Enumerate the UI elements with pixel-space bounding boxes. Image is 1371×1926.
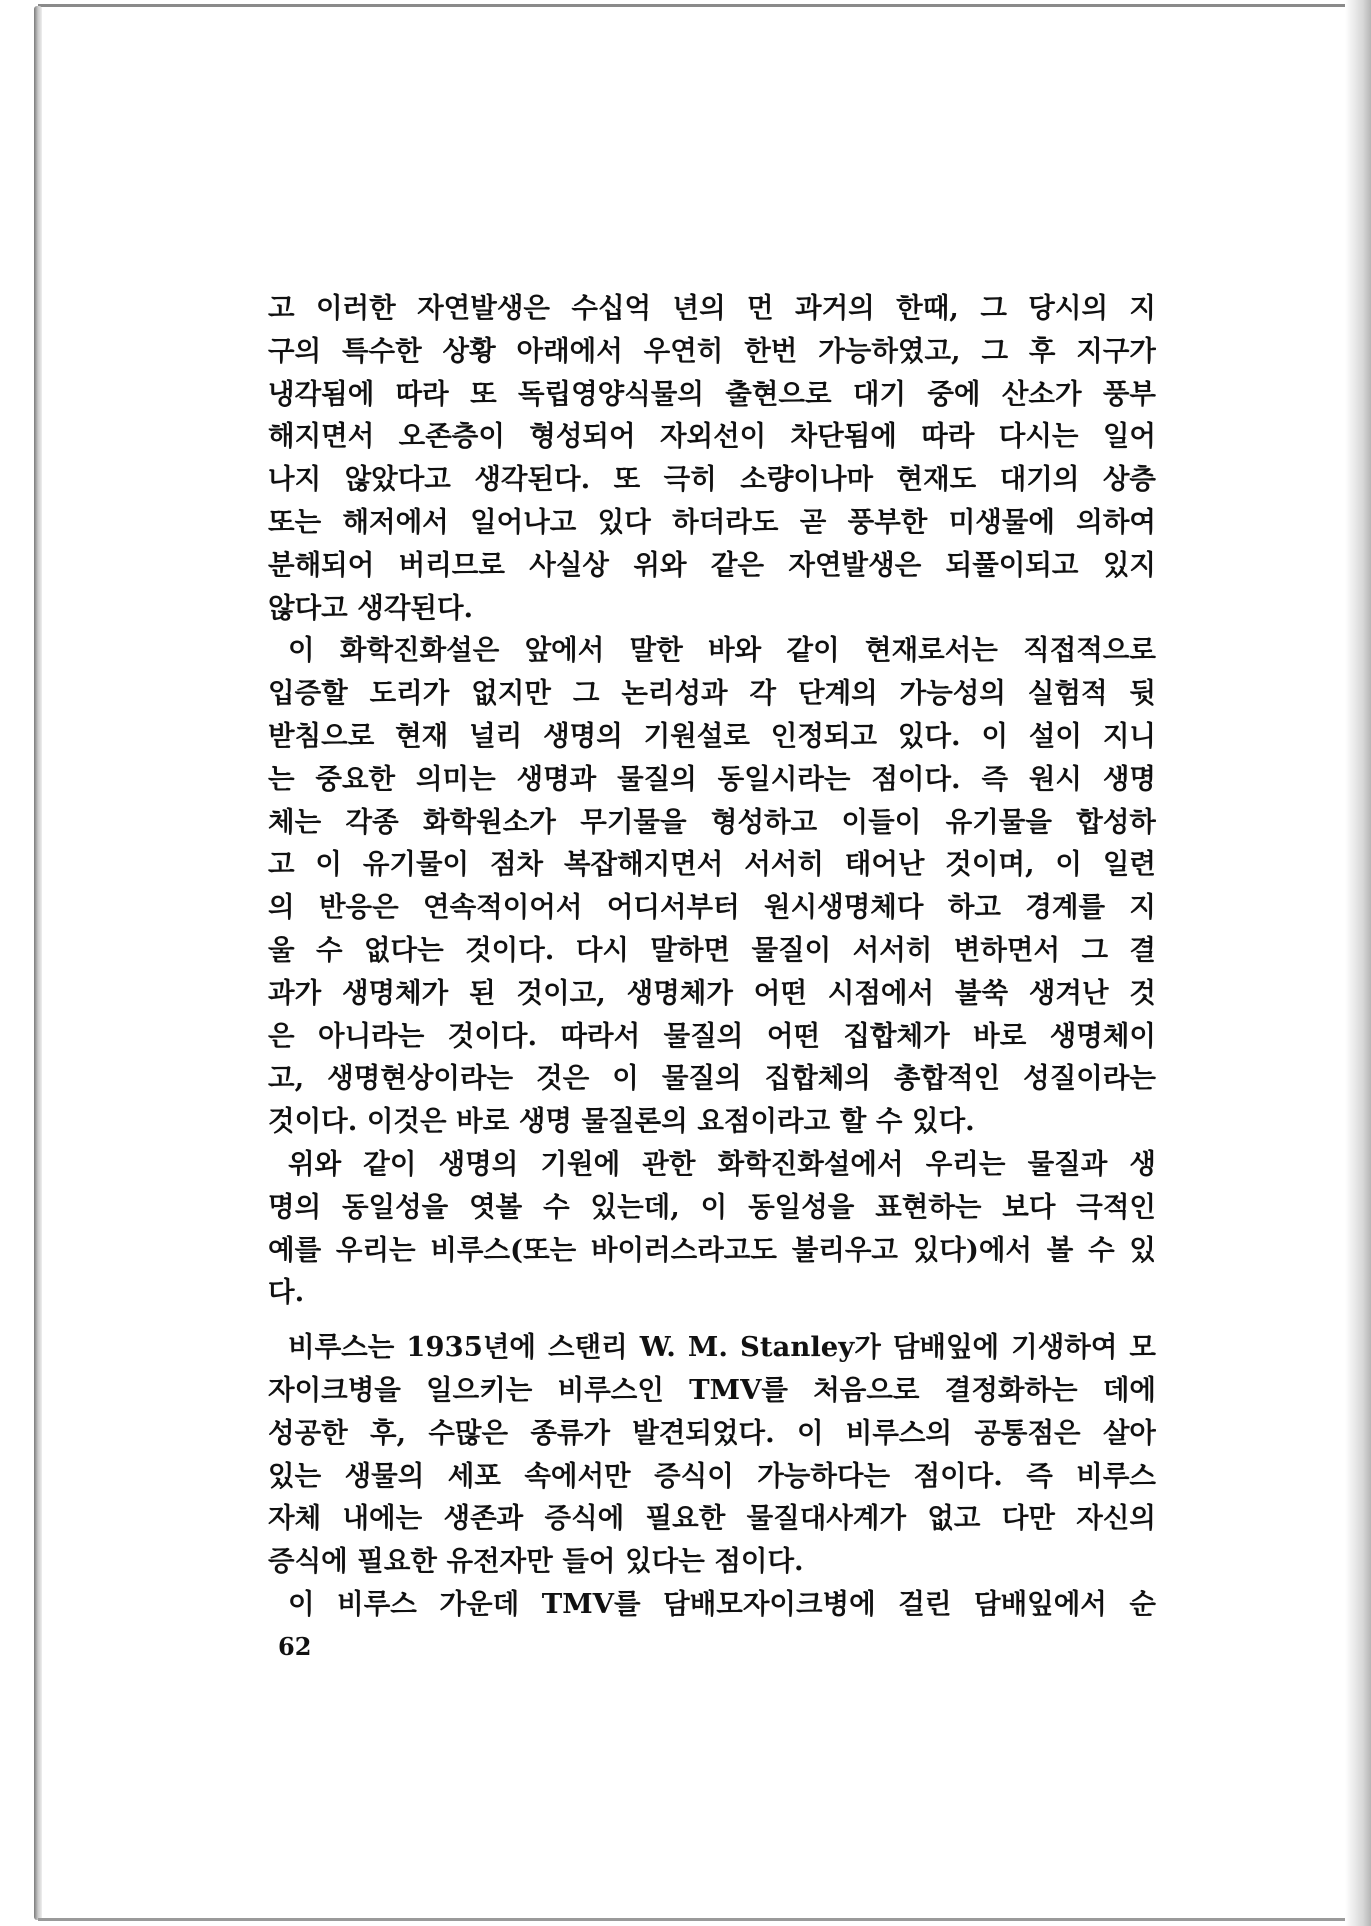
text-line: 구의 특수한 상황 아래에서 우연히 한번 가능하였고, 그 후 지구가 (268, 334, 1156, 367)
text-line: 나지 않았다고 생각된다. 또 극히 소량이나마 현재도 대기의 상층 (268, 463, 1156, 496)
text-line: 자이크병을 일으키는 비루스인 TMV를 처음으로 결정화하는 데에 (268, 1373, 1156, 1406)
text-line: 체는 각종 화학원소가 무기물을 형성하고 이들이 유기물을 합성하 (268, 805, 1156, 838)
text-line: 자체 내에는 생존과 증식에 필요한 물질대사계가 없고 다만 자신의 (268, 1502, 1156, 1535)
text-line: 분해되어 버리므로 사실상 위와 같은 자연발생은 되풀이되고 있지 (268, 548, 1156, 581)
text-line: 또는 해저에서 일어나고 있다 하더라도 곧 풍부한 미생물에 의하여 (268, 505, 1156, 538)
text-line: 냉각됨에 따라 또 독립영양식물의 출현으로 대기 중에 산소가 풍부 (268, 377, 1156, 410)
text-line: 비루스는 1935년에 스탠리 W. M. Stanley가 담배잎에 기생하여 모 (288, 1331, 1156, 1364)
text-line: 고, 생명현상이라는 것은 이 물질의 집합체의 총합적인 성질이라는 (268, 1062, 1156, 1095)
text-line: 이 비루스 가운데 TMV를 담배모자이크병에 걸린 담배잎에서 순 (288, 1587, 1156, 1620)
text-line: 울 수 없다는 것이다. 다시 말하면 물질이 서서히 변하면서 그 결 (268, 933, 1156, 966)
text-line: 고 이 유기물이 점차 복잡해지면서 서서히 태어난 것이며, 이 일련 (268, 848, 1156, 881)
page-number: 62 (278, 1632, 312, 1661)
body-text (268, 287, 1156, 1626)
text-line: 증식에 필요한 유전자만 들어 있다는 점이다. (268, 1545, 804, 1578)
text-line: 위와 같이 생명의 기원에 관한 화학진화설에서 우리는 물질과 생 (288, 1147, 1156, 1180)
text-line: 받침으로 현재 널리 생명의 기원설로 인정되고 있다. 이 설이 지니 (268, 719, 1156, 752)
text-line: 이 화학진화설은 앞에서 말한 바와 같이 현재로서는 직접적으로 (288, 634, 1156, 667)
text-line: 명의 동일성을 엿볼 수 있는데, 이 동일성을 표현하는 보다 극적인 (268, 1190, 1156, 1223)
text-line: 것이다. 이것은 바로 생명 물질론의 요점이라고 할 수 있다. (268, 1105, 975, 1138)
text-line: 는 중요한 의미는 생명과 물질의 동일시라는 점이다. 즉 원시 생명 (268, 762, 1156, 795)
page-frame-bottom (38, 1918, 1348, 1921)
text-line: 은 아니라는 것이다. 따라서 물질의 어떤 집합체가 바로 생명체이 (268, 1019, 1156, 1052)
text-line: 의 반응은 연속적이어서 어디서부터 원시생명체다 하고 경계를 지 (268, 891, 1156, 924)
page-frame-top (38, 4, 1348, 7)
page-frame-left (34, 6, 42, 1920)
text-line: 고 이러한 자연발생은 수십억 년의 먼 과거의 한때, 그 당시의 지 (268, 292, 1156, 324)
text-line: 예를 우리는 비루스(또는 바이러스라고도 불리우고 있다)에서 볼 수 있 (268, 1233, 1156, 1266)
text-line: 않다고 생각된다. (268, 591, 474, 624)
text-line: 있는 생물의 세포 속에서만 증식이 가능하다는 점이다. 즉 비루스 (268, 1459, 1156, 1492)
page-frame-right (1345, 0, 1371, 1926)
text-line: 과가 생명체가 된 것이고, 생명체가 어떤 시점에서 불쑥 생겨난 것 (268, 976, 1156, 1009)
text-line: 해지면서 오존층이 형성되어 자외선이 차단됨에 따라 다시는 일어 (268, 420, 1156, 453)
text-line: 입증할 도리가 없지만 그 논리성과 각 단계의 가능성의 실험적 뒷 (268, 677, 1156, 710)
text-line: 성공한 후, 수많은 종류가 발견되었다. 이 비루스의 공통점은 살아 (268, 1416, 1156, 1449)
text-line: 다. (268, 1276, 305, 1309)
